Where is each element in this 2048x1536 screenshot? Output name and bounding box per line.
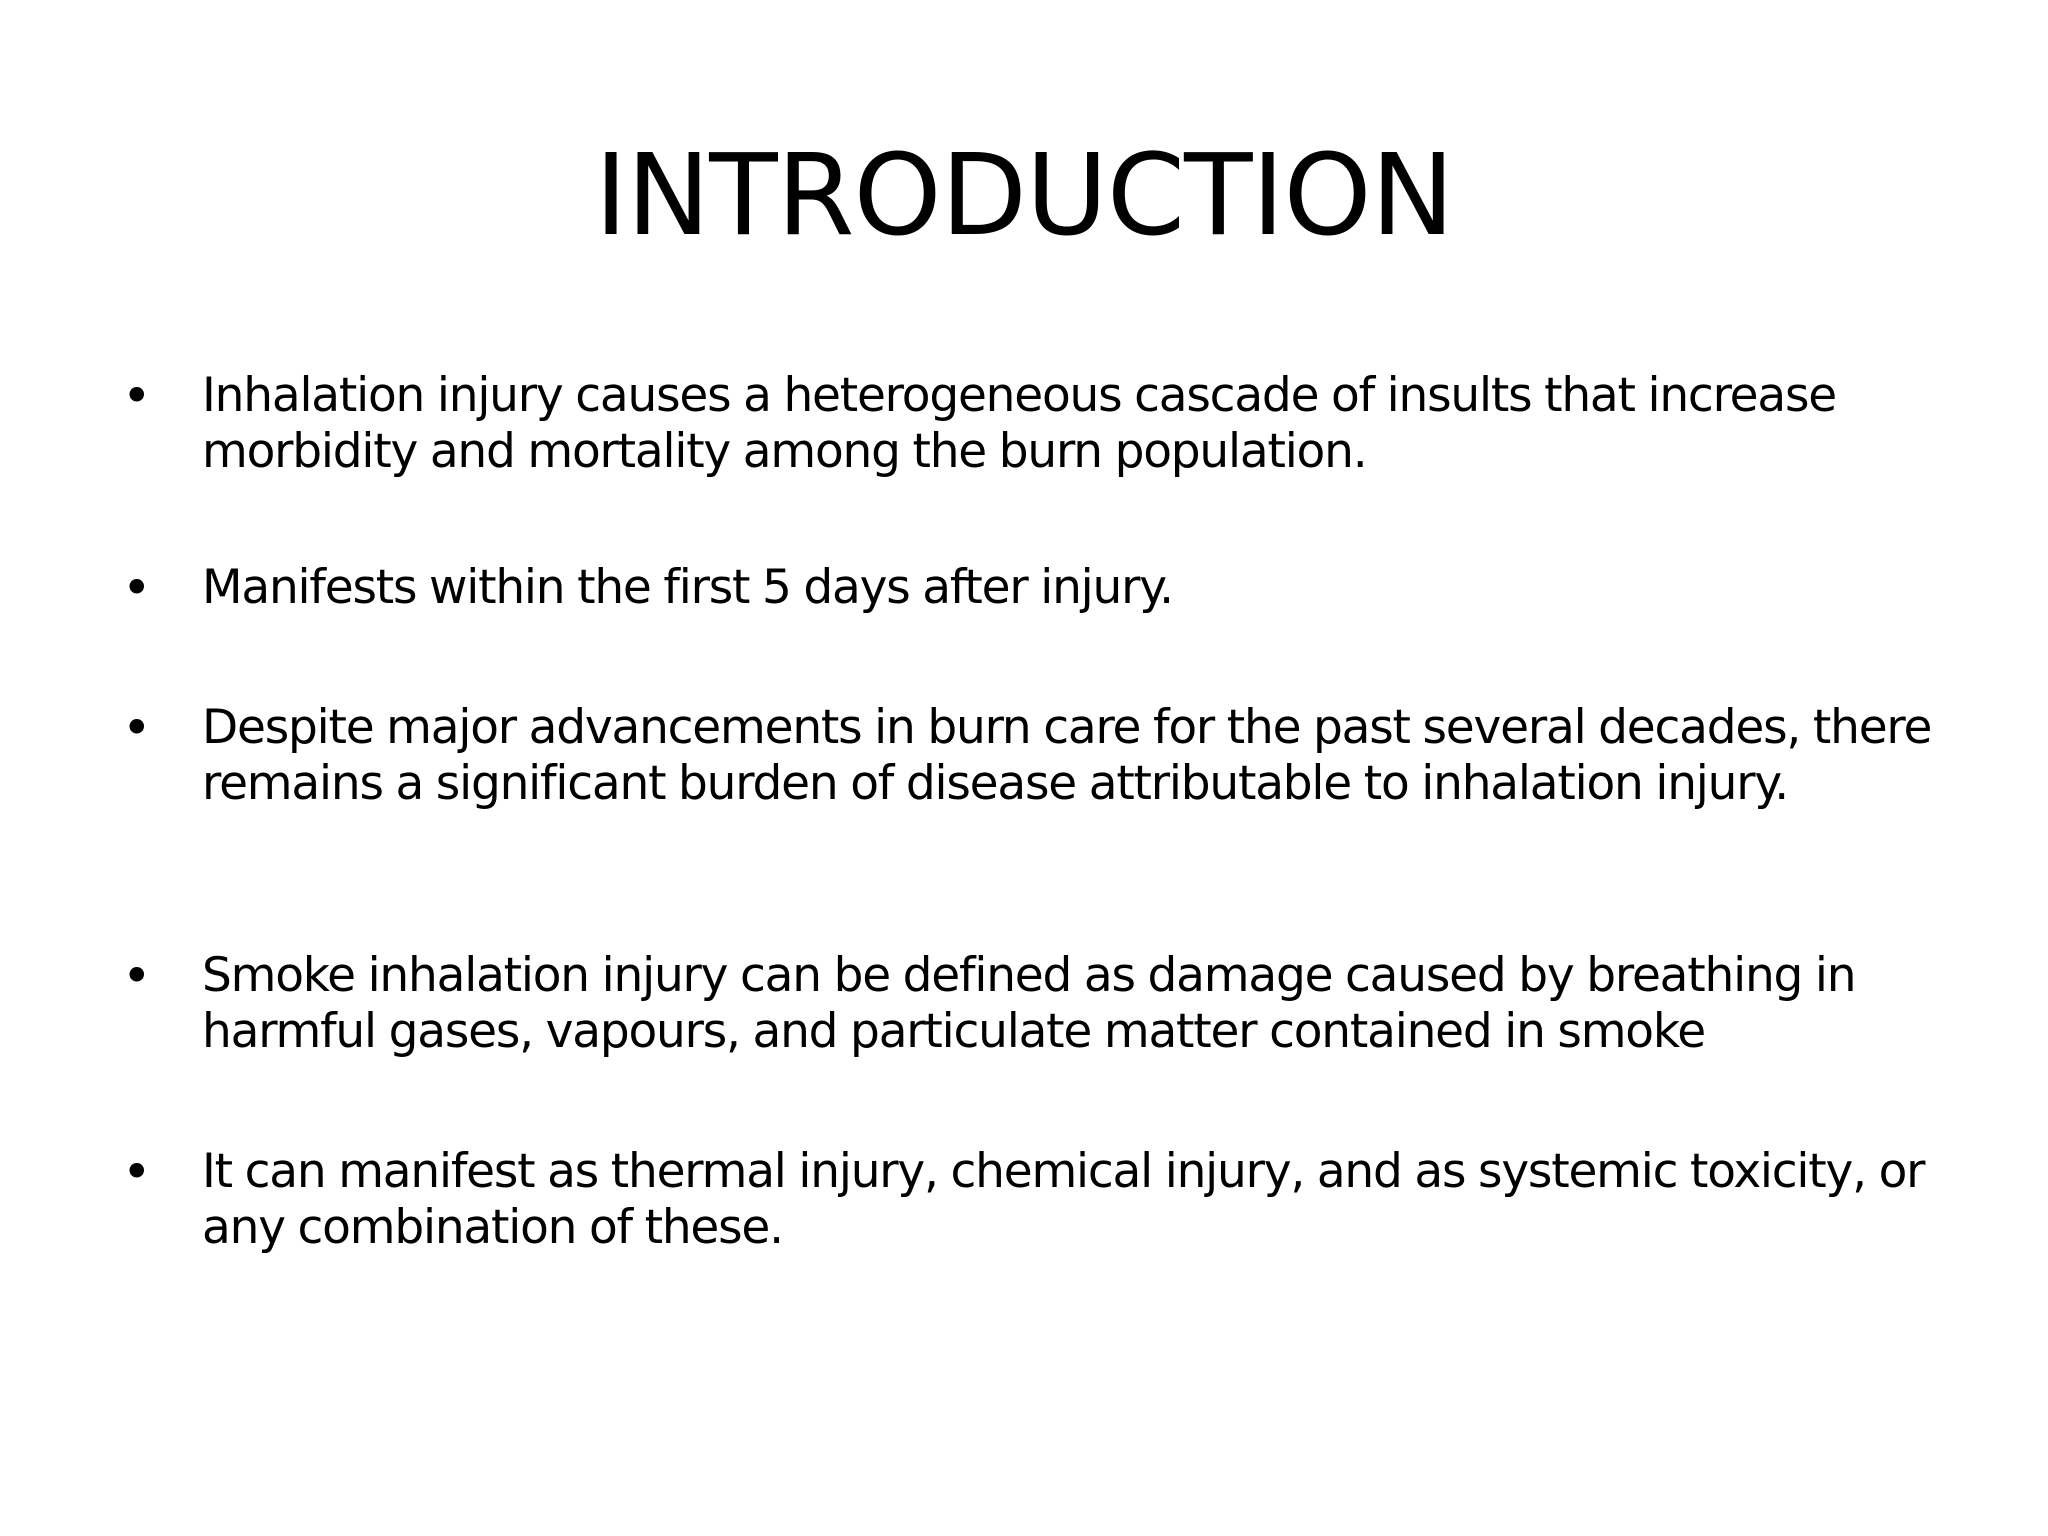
bullet-text: Despite major advancements in burn care for the past several decades, there remains a significant burden of disease attributable to inhalation injury.	[202, 700, 1932, 811]
bullet-text: Inhalation injury causes a heterogeneous cascade of insults that increase morbidity and mortality among the burn population.	[202, 368, 1836, 479]
bullet-dot-icon: •	[122, 559, 152, 617]
bullet-text: It can manifest as thermal injury, chemical injury, and as systemic toxicity, or any combination of these.	[202, 1144, 1925, 1255]
bullet-dot-icon: •	[122, 699, 152, 757]
bullet-text: Smoke inhalation injury can be defined as damage caused by breathing in harmful gases, vapours, and particulate matter contained in smoke	[202, 948, 1856, 1059]
slide-title: INTRODUCTION	[594, 131, 1454, 261]
bullet-dot-icon: •	[122, 1143, 152, 1201]
bullet-text: Manifests within the first 5 days after injury.	[202, 560, 1173, 615]
bullet-dot-icon: •	[122, 947, 152, 1005]
bullet-dot-icon: •	[122, 367, 152, 425]
